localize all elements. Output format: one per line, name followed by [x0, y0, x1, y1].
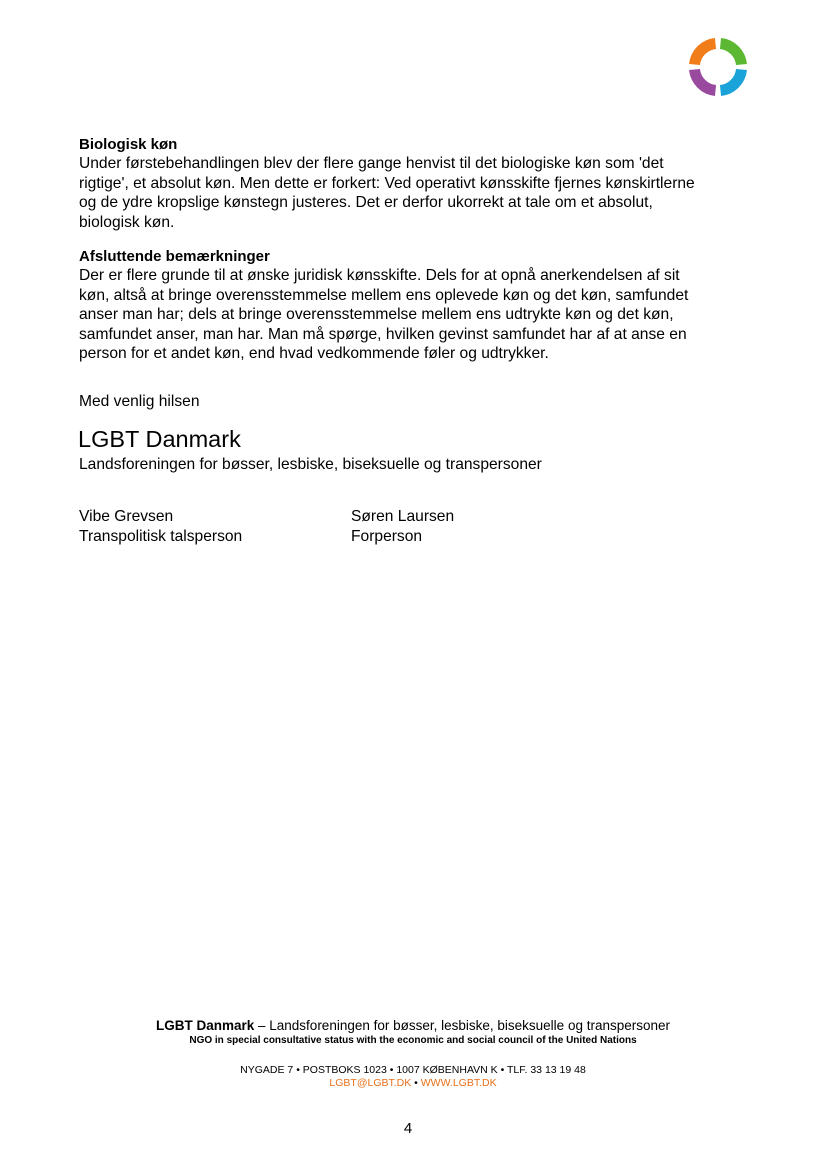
footer-org-name: LGBT Danmark [155, 1018, 255, 1033]
logo-segment-purple [695, 70, 716, 91]
section-paragraph [79, 266, 759, 364]
section-heading: Biologisk køn [79, 136, 178, 153]
logo-segment-blue [721, 70, 742, 91]
footer-ngo-status: NGO in special consultative status with the economic and social council of the United Nations [189, 1035, 637, 1046]
footer-org-description: – Landsforeningen for bøsser, lesbiske, biseksuelle og transpersoner [254, 1018, 671, 1033]
signer-block [351, 507, 454, 546]
closing-greeting: Med venlig hilsen [79, 393, 200, 410]
signer-role: Forperson [351, 527, 423, 545]
section-afsluttende-bemaerkninger [79, 247, 759, 364]
section-paragraph [79, 154, 759, 232]
paragraph-line: Under førstebehandlingen blev der flere gange henvist til det biologiske køn som 'det [79, 155, 664, 172]
footer-separator: • [411, 1077, 421, 1089]
lgbt-danmark-ring-logo-icon [689, 38, 747, 96]
logo-segment-green [721, 44, 742, 65]
paragraph-line: Der er flere grunde til at ønske juridisk kønsskifte. Dels for at opnå anerkendelsen af sit [79, 267, 680, 284]
footer-email-link[interactable]: LGBT@LGBT.DK [329, 1077, 412, 1089]
paragraph-line: og de ydre kropslige kønstegn justeres. Det er derfor ukorrekt at tale om et absolut, [79, 194, 653, 211]
footer-contact [0, 1077, 826, 1090]
page-footer [0, 1018, 826, 1090]
signer-name: Vibe Grevsen [79, 508, 174, 525]
signer-name: Søren Laursen [351, 508, 455, 525]
page-number: 4 [403, 1120, 413, 1137]
organization-subtitle: Landsforeningen for bøsser, lesbiske, biseksuelle og transpersoner [79, 456, 542, 473]
section-heading: Afsluttende bemærkninger [79, 248, 270, 265]
paragraph-line: person for et andet køn, end hvad vedkommende føler og udtrykker. [79, 345, 549, 362]
paragraph-line: samfundet anser, man har. Man må spørge, hvilken gevinst samfundet har af at anse en [79, 325, 687, 343]
letter-body [79, 135, 759, 379]
footer-website-link[interactable]: WWW.LGBT.DK [420, 1077, 497, 1089]
paragraph-line: biologisk køn. [79, 213, 175, 231]
section-biologisk-kon [79, 135, 759, 232]
signer-block [79, 507, 242, 546]
paragraph-line: rigtige', et absolut køn. Men dette er forkert: Ved operativt kønsskifte fjernes kønskirtlerne [79, 174, 695, 192]
paragraph-line: køn, altså at bringe overensstemmelse mellem ens oplevede køn og det køn, samfundet [79, 286, 689, 304]
organization-name: LGBT Danmark [78, 426, 241, 452]
footer-organization [0, 1018, 826, 1034]
signer-role: Transpolitisk talsperson [79, 527, 243, 545]
paragraph-line: anser man har; dels at bringe overensstemmelse mellem ens udtrykte køn og det køn, [79, 306, 674, 323]
footer-address: NYGADE 7 • POSTBOKS 1023 • 1007 KØBENHAVN K • TLF. 33 13 19 48 [240, 1064, 586, 1076]
logo-segment-orange [695, 44, 716, 65]
